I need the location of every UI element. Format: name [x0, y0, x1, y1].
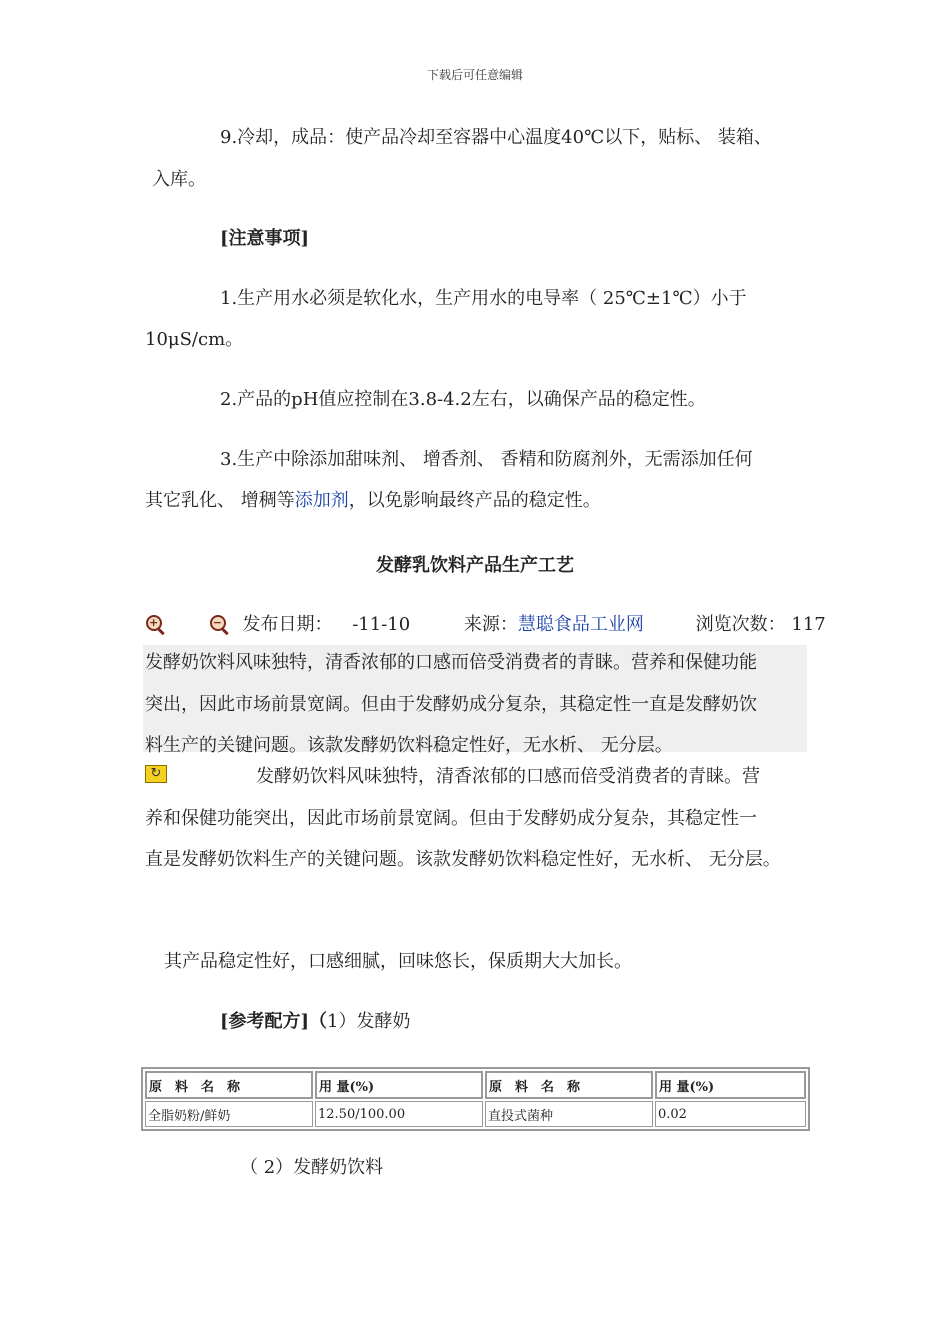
- table-row: [145, 1101, 806, 1127]
- formula-heading: [220, 1012, 411, 1032]
- source-label: 来源：: [463, 614, 518, 635]
- note1-line1: 1.生产用水必须是软化水，生产用水的电导率（ 25℃±1℃）小于: [220, 288, 747, 309]
- step9-line2: 入库。: [152, 169, 206, 190]
- summary-line: 发酵奶饮料风味独特，清香浓郁的口感而倍受消费者的青睐。营养和保健功能: [145, 652, 757, 673]
- formula-heading-rest: 1）发酵奶: [327, 1011, 411, 1032]
- table-header-cell: 用 量(%): [315, 1071, 483, 1099]
- step9-line1: 9.冷却，成品：使产品冷却至容器中心温度40℃以下，贴标、 装箱、: [220, 127, 772, 148]
- formula-table: [141, 1067, 810, 1131]
- table-header-row: [145, 1071, 806, 1099]
- body-line: 直是发酵奶饮料生产的关键问题。该款发酵奶饮料稳定性好，无水析、 无分层。: [145, 849, 781, 870]
- note3-line1: 3.生产中除添加甜味剂、 增香剂、 香精和防腐剂外，无需添加任何: [220, 449, 753, 470]
- views-count: 117: [791, 614, 826, 635]
- table-header-cell: 原 料 名 称: [145, 1071, 313, 1099]
- article-title: 发酵乳饮料产品生产工艺: [376, 555, 574, 576]
- article-meta: [145, 610, 826, 636]
- zoom-out-icon[interactable]: −: [209, 614, 231, 636]
- table-cell: 0.02: [655, 1101, 806, 1127]
- source-link[interactable]: 慧聪食品工业网: [517, 614, 644, 635]
- note3-text-b: ，以免影响最终产品的稳定性。: [348, 490, 601, 511]
- stability-text: 其产品稳定性好，口感细腻，回味悠长，保质期大大加长。: [164, 951, 632, 972]
- note3-line2: [145, 491, 601, 511]
- views-label: 浏览次数：: [695, 614, 786, 635]
- publish-label: 发布日期：: [242, 614, 333, 635]
- zoom-in-icon[interactable]: +: [145, 614, 167, 636]
- table-cell: 全脂奶粉/鲜奶: [145, 1101, 313, 1127]
- note2: 2.产品的pH值应控制在3.8-4.2左右，以确保产品的稳定性。: [220, 389, 706, 410]
- summary-line: 料生产的关键问题。该款发酵奶饮料稳定性好，无水析、 无分层。: [145, 735, 673, 756]
- table-cell: 12.50/100.00: [315, 1101, 483, 1127]
- formula-heading-bold: [参考配方]（: [220, 1011, 328, 1032]
- section2-heading: （ 2）发酵奶饮料: [240, 1157, 384, 1178]
- share-icon[interactable]: ↻: [145, 765, 167, 783]
- body-line: 发酵奶饮料风味独特，清香浓郁的口感而倍受消费者的青睐。营: [256, 766, 760, 787]
- note1-line2: 10μS/cm。: [145, 329, 244, 350]
- page-header: 下载后可任意编辑: [426, 68, 523, 82]
- table-cell: 直投式菌种: [485, 1101, 653, 1127]
- table-header-cell: 用 量(%): [655, 1071, 806, 1099]
- body-line: 养和保健功能突出，因此市场前景宽阔。但由于发酵奶成分复杂，其稳定性一: [145, 808, 757, 829]
- additive-link[interactable]: 添加剂: [294, 490, 349, 511]
- table-header-cell: 原 料 名 称: [485, 1071, 653, 1099]
- publish-date: -11-10: [352, 614, 411, 635]
- notes-heading: [注意事项]: [220, 228, 310, 249]
- note3-text-a: 其它乳化、 增稠等: [145, 490, 295, 511]
- summary-line: 突出，因此市场前景宽阔。但由于发酵奶成分复杂，其稳定性一直是发酵奶饮: [145, 694, 757, 715]
